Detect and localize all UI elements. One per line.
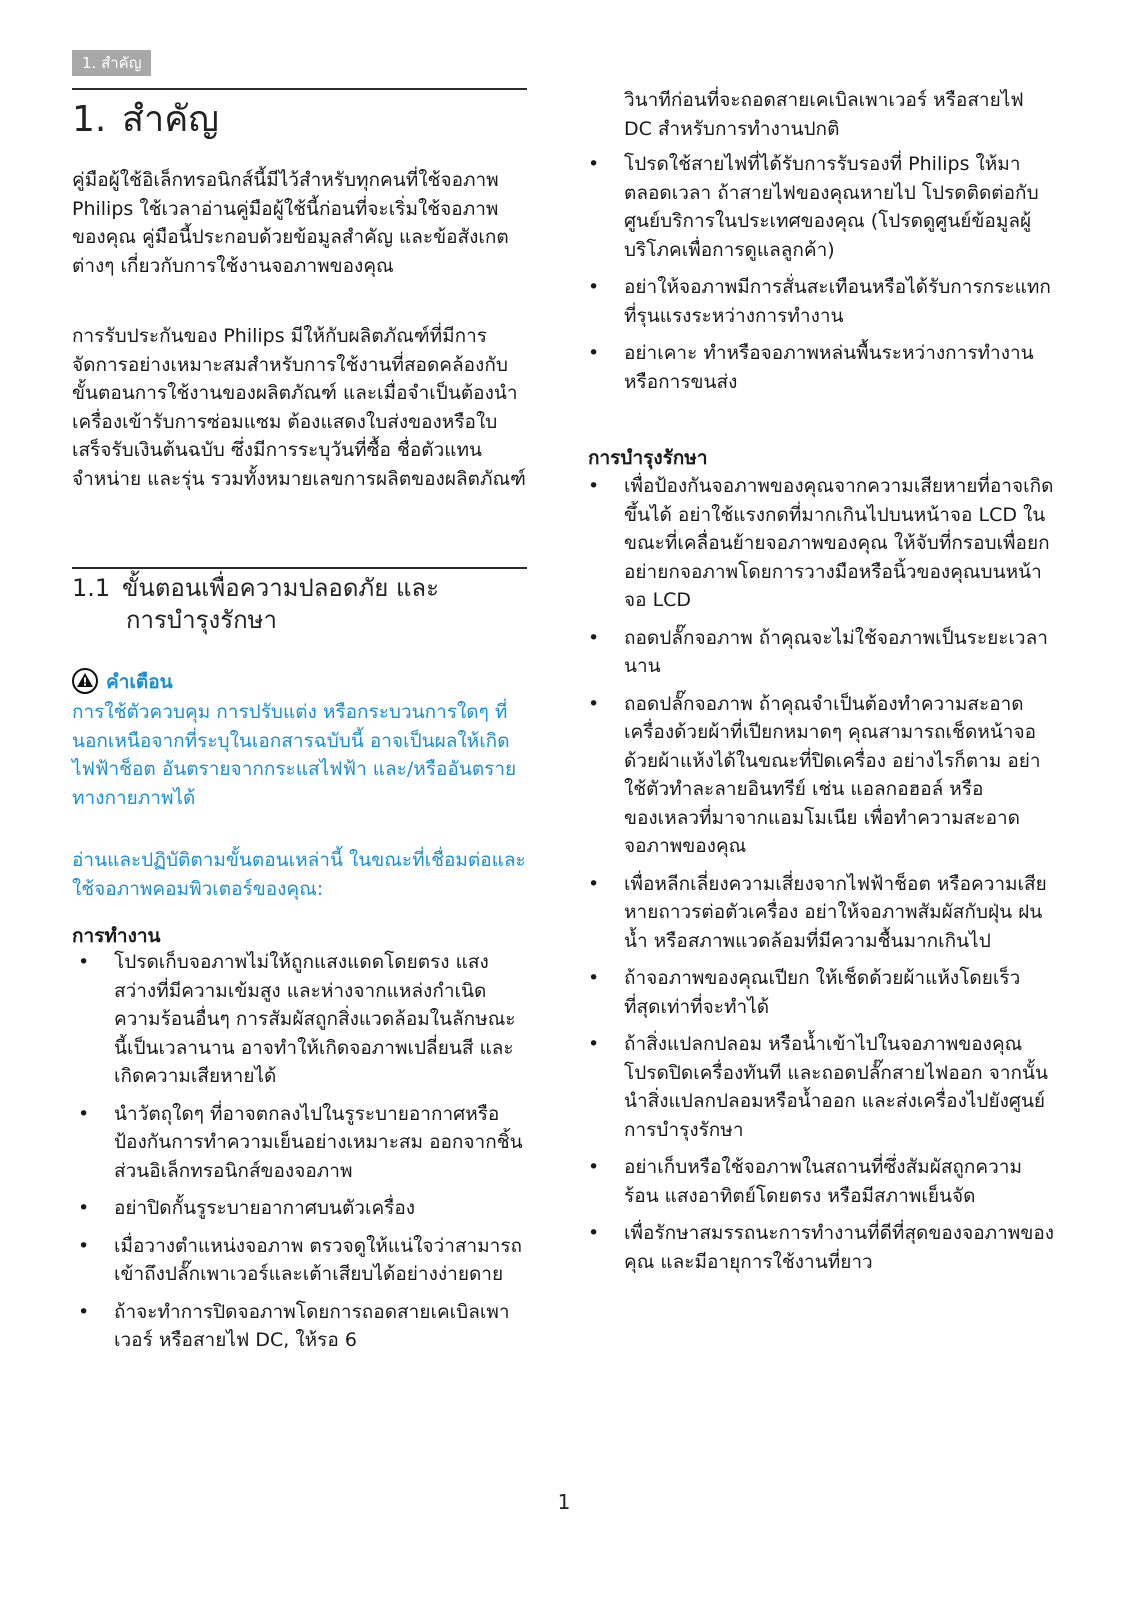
list-item: • อย่าให้จอภาพมีการสั่นสะเทือนหรือได้รับการกระแทกที่รุนแรงระหว่างการทำงาน	[582, 273, 1056, 330]
operation-list-continued	[582, 150, 1056, 405]
warning-heading	[72, 668, 173, 696]
operation-heading: การทำงาน	[72, 925, 161, 947]
maintenance-list	[582, 472, 1056, 1285]
section-title-line2: การบำรุงรักษา	[126, 606, 277, 634]
intro-paragraph-2: การรับประกันของ Philips มีให้กับผลิตภัณฑ์ที่มีการจัดการอย่างเหมาะสมสำหรับการใช้งานที่สอดคล้องกับขั้นตอนการใช้งานของผลิตภัณฑ์ และเมื่อจำเป็นต้องนำเครื่องเข้ารับการซ่อมแซม ต้องแสดงใบส่งของหรือใบเสร็จรับเงินต้นฉบับ ซึ่งมีการระบุวันที่ซื้อ ชื่อตัวแทนจำหน่าย และรุ่น รวมทั้งหมายเลขการผลิตของผลิตภัณฑ์	[72, 325, 526, 490]
list-item: • โปรดใช้สายไฟที่ได้รับการรับรองที่ Philips ให้มาตลอดเวลา ถ้าสายไฟของคุณหายไป โปรดติดต่อกับศูนย์บริการในประเทศของคุณ (โปรดดูศูนย์ข้อมูลผู้บริโภคเพื่อการดูแลลูกค้า)	[582, 150, 1056, 264]
list-item: • อย่าเคาะ ทำหรือจอภาพหล่นพื้นระหว่างการทำงานหรือการขนส่ง	[582, 339, 1056, 396]
page-title	[72, 96, 219, 144]
list-item: • อย่าปิดกั้นรูระบายอากาศบนตัวเครื่อง	[72, 1194, 527, 1223]
list-item: • ถอดปลั๊กจอภาพ ถ้าคุณจะไม่ใช้จอภาพเป็นระยะเวลานาน	[582, 624, 1056, 681]
page-number: 1	[557, 1490, 571, 1514]
warning-body-1: การใช้ตัวควบคุม การปรับแต่ง หรือกระบวนการใดๆ ที่นอกเหนือจากที่ระบุในเอกสารฉบับนี้ อาจเป็นผลให้เกิดไฟฟ้าช็อต อันตรายจากกระแสไฟฟ้า และ/หรืออันตรายทางกายภาพได้	[72, 701, 517, 809]
section-title-line1: ขั้นตอนเพื่อความปลอดภัย และ	[122, 574, 440, 602]
operation-list	[72, 948, 527, 1364]
warning-body-2: อ่านและปฏิบัติตามขั้นตอนเหล่านี้ ในขณะที่เชื่อมต่อและใช้จอภาพคอมพิวเตอร์ของคุณ:	[72, 849, 526, 900]
list-item: • ถ้าสิ่งแปลกปลอม หรือน้ำเข้าไปในจอภาพของคุณ โปรดปิดเครื่องทันที และถอดปลั๊กสายไฟออก จากนั้นนำสิ่งแปลกปลอมหรือน้ำออก และส่งเครื่องไปยังศูนย์การบำรุงรักษา	[582, 1030, 1056, 1144]
list-item: • โปรดเก็บจอภาพไม่ให้ถูกแสงแดดโดยตรง แสงสว่างที่มีความเข้มสูง และห่างจากแหล่งกำเนิดความร้อนอื่นๆ การสัมผัสถูกสิ่งแวดล้อมในลักษณะนี้เป็นเวลานาน อาจทำให้เกิดจอภาพเปลี่ยนสี และเกิดความเสียหายได้	[72, 948, 527, 1091]
section-number: 1.1	[72, 574, 111, 602]
list-item: • เพื่อหลีกเลี่ยงความเสี่ยงจากไฟฟ้าช็อต หรือความเสียหายถาวรต่อตัวเครื่อง อย่าให้จอภาพสัมผัสกับฝุ่น ฝน น้ำ หรือสภาพแวดล้อมที่มีความชื้นมากเกินไป	[582, 870, 1056, 956]
section-heading	[72, 572, 532, 636]
list-item: • ถอดปลั๊กจอภาพ ถ้าคุณจำเป็นต้องทำความสะอาดเครื่องด้วยผ้าที่เปียกหมาดๆ คุณสามารถเช็ดหน้าจอด้วยผ้าแห้งได้ในขณะที่ปิดเครื่อง อย่างไรก็ตาม อย่าใช้ตัวทำละลายอินทรีย์ เช่น แอลกอฮอล์ หรือของเหลวที่มาจากแอมโมเนีย เพื่อทำความสะอาดจอภาพของคุณ	[582, 690, 1056, 861]
list-item: • นำวัตถุใดๆ ที่อาจตกลงไปในรูระบายอากาศหรือป้องกันการทำความเย็นอย่างเหมาะสม ออกจากชิ้นส่วนอิเล็กทรอนิกส์ของจอภาพ	[72, 1100, 527, 1186]
list-item: • อย่าเก็บหรือใช้จอภาพในสถานที่ซึ่งสัมผัสถูกความร้อน แสงอาทิตย์โดยตรง หรือมีสภาพเย็นจัด	[582, 1153, 1056, 1210]
warning-triangle-icon	[72, 668, 98, 694]
intro-paragraph-1: คู่มือผู้ใช้อิเล็กทรอนิกส์นี้มีไว้สำหรับทุกคนที่ใช้จอภาพ Philips ใช้เวลาอ่านคู่มือผู้ใช้นี้ก่อนที่จะเริ่มใช้จอภาพของคุณ คู่มือนี้ประกอบด้วยข้อมูลสำคัญ และข้อสังเกตต่างๆ เกี่ยวกับการใช้งานจอภาพของคุณ	[72, 169, 509, 277]
list-item: • เมื่อวางตำแหน่งจอภาพ ตรวจดูให้แน่ใจว่าสามารถเข้าถึงปลั๊กเพาเวอร์และเต้าเสียบได้อย่างง่ายดาย	[72, 1232, 527, 1289]
section-tab: 1. สำคัญ	[72, 50, 151, 76]
operation-continued-text: วินาทีก่อนที่จะถอดสายเคเบิลเพาเวอร์ หรือสายไฟ DC สำหรับการทำงานปกติ	[624, 89, 1024, 140]
maintenance-heading: การบำรุงรักษา	[588, 447, 708, 469]
title-number: 1.	[72, 99, 107, 140]
title-text: สำคัญ	[122, 99, 219, 140]
list-item: • เพื่อป้องกันจอภาพของคุณจากความเสียหายที่อาจเกิดขึ้นได้ อย่าใช้แรงกดที่มากเกินไปบนหน้าจอ LCD ในขณะที่เคลื่อนย้ายจอภาพของคุณ ให้จับที่กรอบเพื่อยก อย่ายกจอภาพโดยการวางมือหรือนิ้วของคุณบนหน้าจอ LCD	[582, 472, 1056, 615]
title-rule	[72, 88, 527, 90]
warning-label: คำเตือน	[106, 671, 173, 693]
list-item: • ถ้าจอภาพของคุณเปียก ให้เช็ดด้วยผ้าแห้งโดยเร็วที่สุดเท่าที่จะทำได้	[582, 964, 1056, 1021]
list-item: • ถ้าจะทำการปิดจอภาพโดยการถอดสายเคเบิลเพาเวอร์ หรือสายไฟ DC, ให้รอ 6	[72, 1298, 527, 1355]
section-rule	[72, 567, 527, 569]
list-item: • เพื่อรักษาสมรรถนะการทำงานที่ดีที่สุดของจอภาพของคุณ และมีอายุการใช้งานที่ยาว	[582, 1219, 1056, 1276]
